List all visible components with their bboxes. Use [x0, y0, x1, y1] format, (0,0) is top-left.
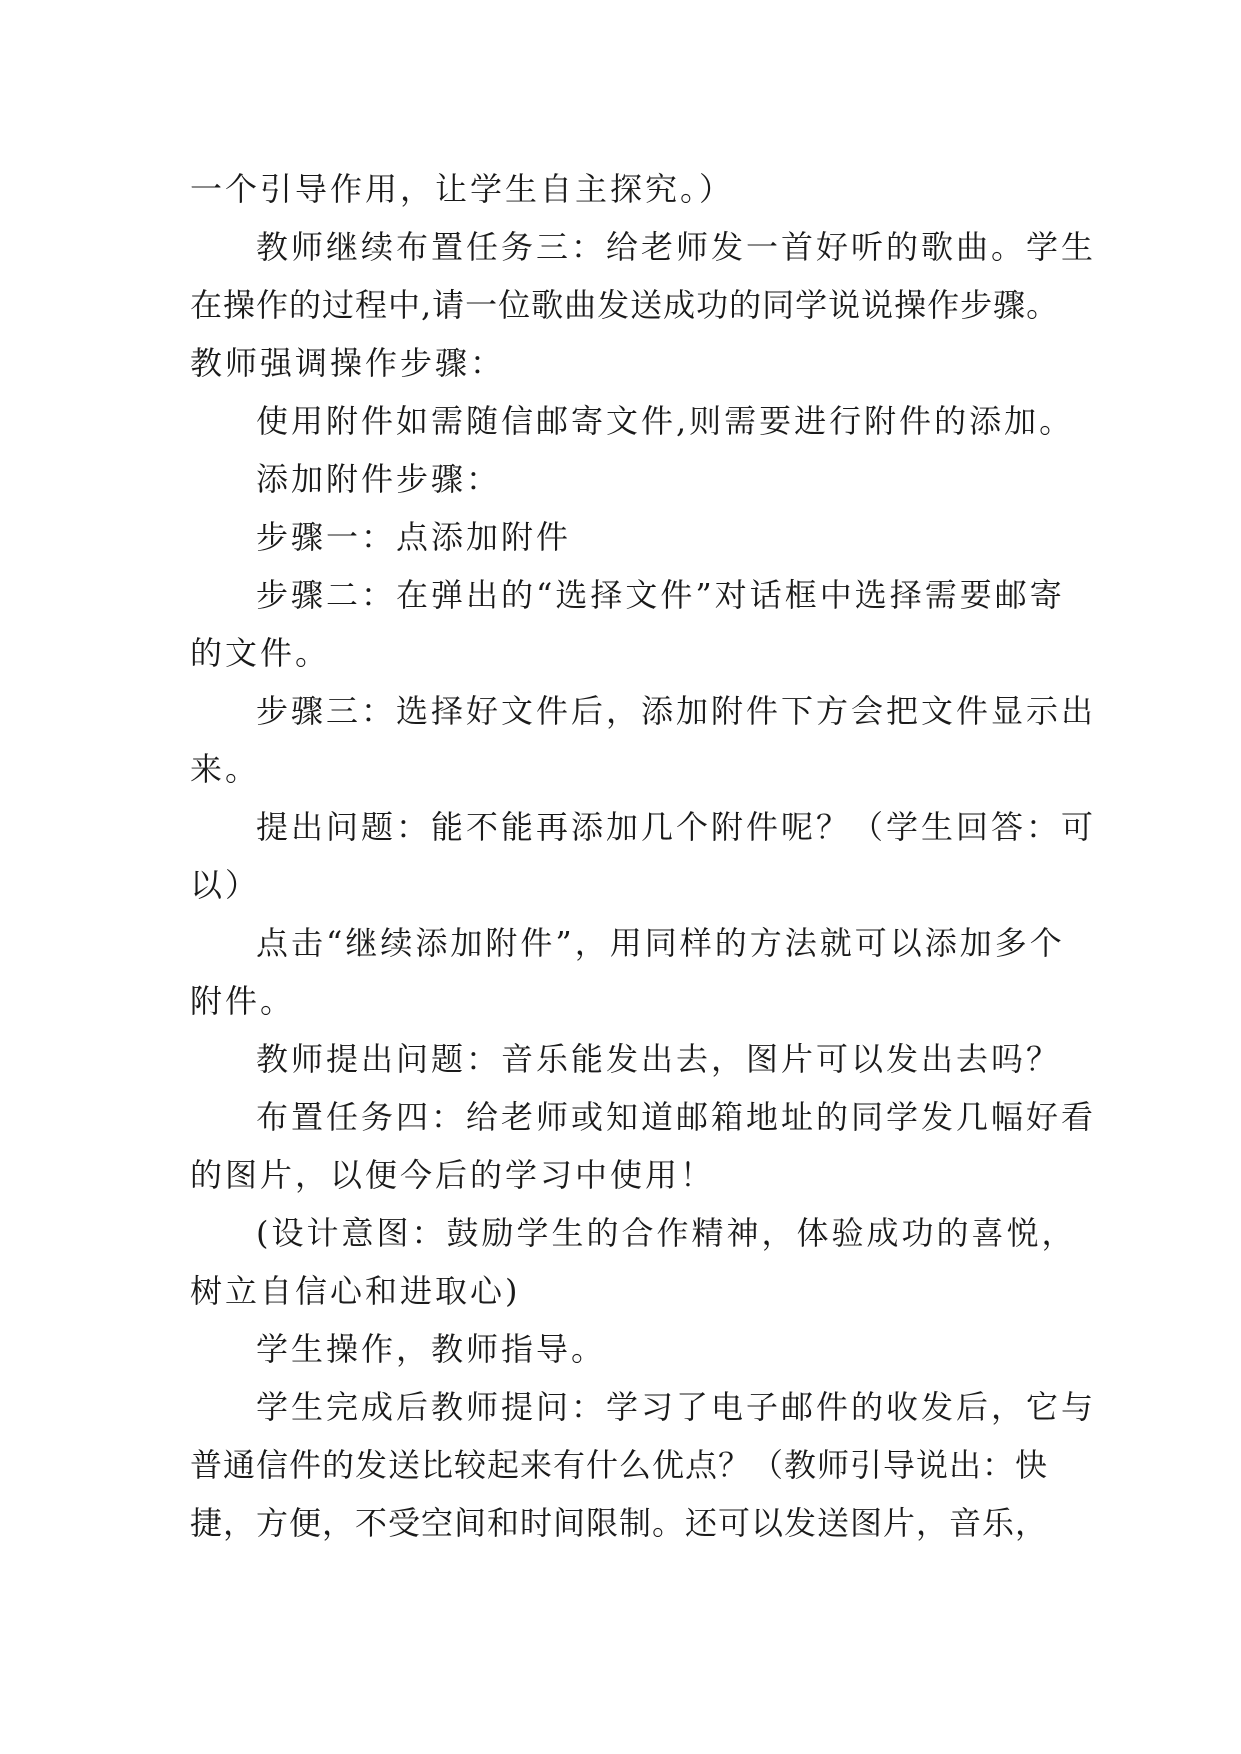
text-line: 以） [190, 866, 261, 904]
text-line: 步骤一：点添加附件 [256, 518, 572, 556]
text-line: 的文件。 [190, 634, 331, 672]
text-line: 树立自信心和进取心) [190, 1272, 521, 1310]
document-body [190, 160, 1097, 1552]
text-line: 步骤三：选择好文件后，添加附件下方会把文件显示出 [256, 692, 1097, 730]
text-line: 教师提出问题：音乐能发出去，图片可以发出去吗？ [256, 1040, 1062, 1078]
text-line: 提出问题：能不能再添加几个附件呢？（学生回答：可 [256, 808, 1097, 846]
text-line: 学生完成后教师提问：学习了电子邮件的收发后，它与 [256, 1388, 1097, 1426]
text-line: 布置任务四：给老师或知道邮箱地址的同学发几幅好看 [256, 1098, 1097, 1136]
text-line: 在操作的过程中,请一位歌曲发送成功的同学说说操作步骤。 [190, 286, 1060, 324]
text-line: (设计意图：鼓励学生的合作精神，体验成功的喜悦， [256, 1214, 1077, 1252]
text-line: 使用附件如需随信邮寄文件,则需要进行附件的添加。 [256, 402, 1075, 440]
text-line: 添加附件步骤： [256, 460, 502, 498]
text-line: 步骤二：在弹出的“选择文件”对话框中选择需要邮寄 [256, 576, 1065, 614]
text-line: 点击“继续添加附件”，用同样的方法就可以添加多个 [256, 924, 1065, 962]
text-line: 学生操作，教师指导。 [256, 1330, 607, 1368]
text-line: 来。 [190, 750, 261, 788]
text-line: 捷，方便，不受空间和时间限制。还可以发送图片，音乐， [190, 1504, 1049, 1542]
text-line: 附件。 [190, 982, 296, 1020]
text-line: 教师继续布置任务三：给老师发一首好听的歌曲。学生 [256, 228, 1097, 266]
text-line: 教师强调操作步骤： [190, 344, 506, 382]
text-line: 一个引导作用，让学生自主探究。） [190, 170, 735, 208]
text-line: 的图片，以便今后的学习中使用！ [190, 1156, 716, 1194]
text-line: 普通信件的发送比较起来有什么优点？（教师引导说出：快 [190, 1446, 1049, 1484]
